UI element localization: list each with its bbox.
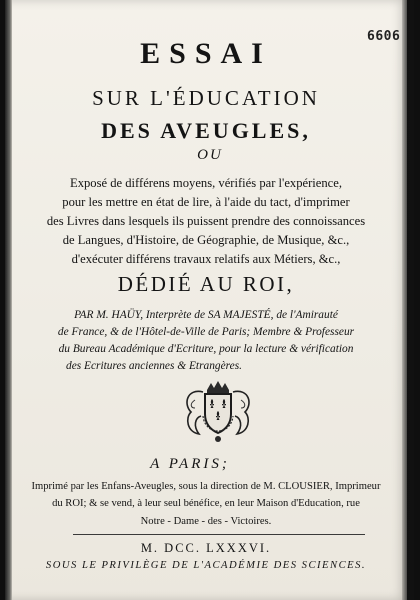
title-page: [5, 0, 407, 600]
title-ou: OU: [197, 147, 223, 163]
author-line: des Ecritures anciennes & Etrangères.: [66, 360, 242, 372]
title-essai: ESSAI: [140, 37, 272, 70]
imprint-line: du ROI; & se vend, à leur seul bénéfice, en leur Maison d'Education, rue: [52, 498, 360, 509]
author-line: de France, & de l'Hôtel-de-Ville de Paris; Membre & Professeur: [57, 326, 355, 338]
author-line: PAR M. HAÜY, Interprète de SA MAJESTÉ, de l'Amirauté: [74, 309, 338, 321]
title-des-aveugles: DES AVEUGLES,: [101, 118, 311, 143]
exposition-line: Exposé de différens moyens, vérifiés par l'expérience,: [70, 176, 342, 190]
publication-date: M. DCC. LXXXVI.: [140, 541, 272, 555]
imprint-line: Imprimé par les Enfans-Aveugles, sous la direction de M. CLOUSIER, Imprimeur: [31, 481, 381, 492]
title-sur-education: SUR L'ÉDUCATION: [92, 86, 320, 110]
royal-arms-fleur-de-lis-icon: [181, 378, 255, 446]
exposition-line: de Langues, d'Histoire, de Géographie, de Musique, &c.,: [62, 233, 350, 247]
imprint-line: Notre - Dame - des - Victoires.: [140, 516, 272, 527]
shelfmark-number: 6606: [367, 29, 401, 44]
dedication: DÉDIÉ AU ROI,: [117, 272, 295, 296]
exposition-line: pour les mettre en état de lire, à l'aide du tact, d'imprimer: [62, 195, 350, 209]
author-line: du Bureau Académique d'Ecriture, pour la lecture & vérification: [58, 343, 354, 355]
exposition-line: d'exécuter différens travaux relatifs aux Métiers, &c.,: [71, 252, 341, 266]
exposition-line: des Livres dans lesquels ils puissent prendre des connoissances: [46, 214, 366, 228]
privilege-statement: SOUS LE PRIVILÈGE DE L'ACADÉMIE DES SCIENCES.: [45, 560, 367, 571]
divider-rule: [73, 534, 365, 535]
imprint-place: A PARIS;: [150, 456, 230, 472]
